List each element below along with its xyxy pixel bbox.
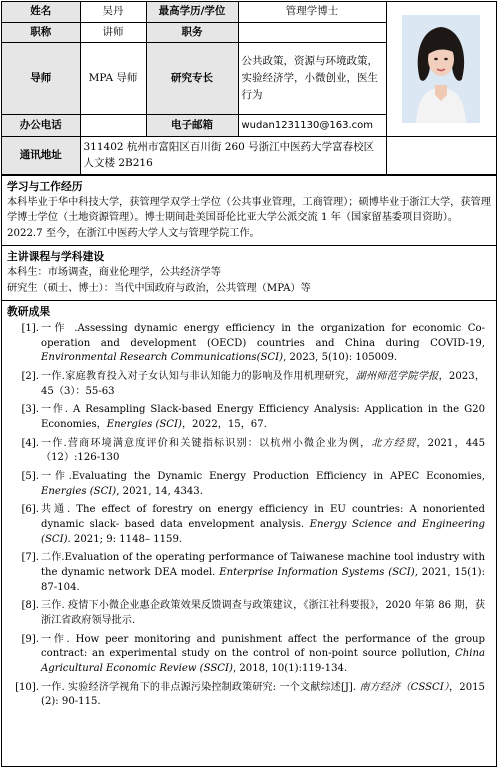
publication-venue: Energies (SCI) bbox=[106, 418, 182, 430]
publication-text: 二作.Evaluation of the operating performance of Taiwanese machine tool industry with the dynamic network DEA model. bbox=[41, 552, 485, 579]
publication-text: 三作. 疫情下小微企业惠企政策效果反馈调查与政策建议，《浙江社科要报》，2020 年第 86 期，获浙江省政府领导批示. bbox=[41, 600, 485, 626]
title-value: 讲师 bbox=[80, 22, 146, 42]
name-label: 姓名 bbox=[2, 2, 80, 22]
publication-number: [7]. bbox=[21, 552, 39, 564]
courses-section bbox=[2, 245, 496, 300]
position-label: 职务 bbox=[146, 22, 238, 42]
publication-venue: Environmental Research Communications(SCI) bbox=[41, 352, 284, 364]
name-value: 吴丹 bbox=[80, 2, 146, 22]
supervisor-value: MPA 导师 bbox=[80, 42, 146, 114]
supervisor-label: 导师 bbox=[2, 42, 80, 114]
publication-number: [1]. bbox=[21, 323, 39, 334]
publication-text: 一作.家庭教育投入对子女认知与非认知能力的影响及作用机理研究， bbox=[41, 370, 356, 382]
publication-number: [5]. bbox=[21, 471, 39, 483]
degree-label: 最高学历/学位 bbox=[146, 2, 238, 22]
publication-details: , 2023, 5(10): 105009. bbox=[283, 352, 398, 364]
publication-venue: 湖州师范学院学报 bbox=[355, 370, 439, 382]
publication-text: 共通. The effect of forestry on energy efficiency in EU countries: A nonoriented dynamic slack- based data envelopment analysis. bbox=[41, 504, 485, 531]
publications-heading: 教研成果 bbox=[7, 305, 51, 318]
phone-label: 办公电话 bbox=[2, 114, 80, 136]
email-label: 电子邮箱 bbox=[146, 114, 238, 136]
publication-number: [10]. bbox=[15, 681, 39, 693]
publication-details: , 2018, 10(1):119-134. bbox=[232, 662, 348, 674]
publication-venue: Energy Science and Engineering (SCI) bbox=[41, 519, 485, 545]
publication-number: [6]. bbox=[21, 504, 39, 516]
address-value: 311402 杭州市富阳区百川街 260 号浙江中医药大学富春校区人文楼 2B216 bbox=[80, 136, 386, 174]
publications-section bbox=[2, 300, 496, 718]
publication-item bbox=[7, 470, 491, 499]
courses-heading: 主讲课程与学科建设 bbox=[7, 250, 105, 263]
publication-details: ，2022，15，67. bbox=[181, 418, 267, 430]
publication-venue: Enterprise Information Systems (SCI) bbox=[219, 567, 415, 579]
portrait-image bbox=[402, 15, 480, 123]
degree-value: 管理学博士 bbox=[238, 2, 386, 22]
publication-item bbox=[7, 633, 491, 677]
publication-details: . 2021; 9: 1148– 1159. bbox=[67, 533, 183, 545]
courses-graduate: 研究生（硕士、博士）：当代中国政府与政治，公共管理（MPA）等 bbox=[7, 282, 311, 294]
courses-undergrad: 本科生：市场调查，商业伦理学，公共经济学等 bbox=[7, 267, 221, 278]
publication-details: ，2021，445（12）:126-130 bbox=[41, 437, 485, 464]
publication-number: [9]. bbox=[21, 633, 39, 645]
email-value: wudan1231130@163.com bbox=[238, 114, 386, 136]
publication-text: 一作 .Assessing dynamic energy efficiency in the organization for economic Co-operation and development (OECD) countries and China during COVID-19, bbox=[41, 323, 485, 349]
phone-value bbox=[80, 114, 146, 136]
research-value: 公共政策，资源与环境政策，实验经济学，小微创业，医生行为 bbox=[238, 42, 386, 114]
publication-text: 一作.Evaluating the Dynamic Energy Production Efficiency in APEC Economies, bbox=[41, 471, 485, 483]
publication-item bbox=[7, 681, 491, 710]
address-label: 通讯地址 bbox=[2, 136, 80, 174]
publication-number: [3]. bbox=[21, 404, 39, 416]
publication-item bbox=[7, 503, 491, 547]
publication-number: [4]. bbox=[21, 437, 39, 449]
publication-item bbox=[7, 551, 491, 595]
publication-details: ，2015 (2): 90-115. bbox=[41, 681, 485, 708]
title-label: 职称 bbox=[2, 22, 80, 42]
publication-venue: 南方经济（CSSCI） bbox=[359, 681, 450, 693]
publication-text: 一作.营商环境满意度评价和关键指标识别：以杭州小微企业为例， bbox=[41, 437, 372, 449]
empty-cell bbox=[386, 136, 496, 174]
publication-venue: China Agricultural Economic Review (SSCI) bbox=[41, 648, 485, 674]
publication-item bbox=[7, 599, 491, 628]
publication-number: [2]. bbox=[21, 370, 39, 382]
profile-table bbox=[2, 2, 496, 175]
education-heading: 学习与工作经历 bbox=[7, 179, 83, 193]
publication-details: ，2023，45（3）：55-63 bbox=[41, 370, 485, 397]
publication-text: 一作. How peer monitoring and punishment affect the performance of the group contract: an experimental study on the control of non-point source pollution, bbox=[41, 633, 485, 660]
research-label: 研究专长 bbox=[146, 42, 238, 114]
profile-photo bbox=[402, 15, 480, 123]
publication-item bbox=[7, 437, 491, 466]
publication-venue: Energies (SCI) bbox=[41, 485, 117, 497]
education-section bbox=[2, 175, 496, 246]
publication-item bbox=[7, 370, 491, 399]
publication-text: 一作. A Resampling Slack-based Energy Efficiency Analysis: Application in the G20 Economies， bbox=[41, 404, 485, 430]
publication-details: , 2021, 15(1): 87-104. bbox=[41, 567, 485, 593]
education-text: 本科毕业于华中科技大学，获管理学双学士学位（公共事业管理，工商管理）；硕博毕业于浙江大学，获管理学博士学位（土地资源管理）。博士期间赴美国哥伦比亚大学公派交流 1 年（国家留基委项目资助）。2022.7 至今，在浙江中医药大学人文与管理学院工作。 bbox=[7, 196, 491, 239]
photo-cell bbox=[386, 2, 496, 136]
publication-number: [8]. bbox=[21, 600, 39, 612]
publication-item bbox=[7, 322, 491, 366]
publication-item bbox=[7, 403, 491, 432]
resume-page bbox=[1, 1, 497, 767]
publication-details: , 2021, 14, 4343. bbox=[116, 485, 203, 497]
publication-venue: 北方经贸 bbox=[371, 437, 417, 449]
position-value bbox=[238, 22, 386, 42]
publication-text: 一作. 实验经济学视角下的非点源污染控制政策研究: 一个文献综述[J]. bbox=[41, 681, 360, 693]
publication-list bbox=[7, 322, 491, 710]
